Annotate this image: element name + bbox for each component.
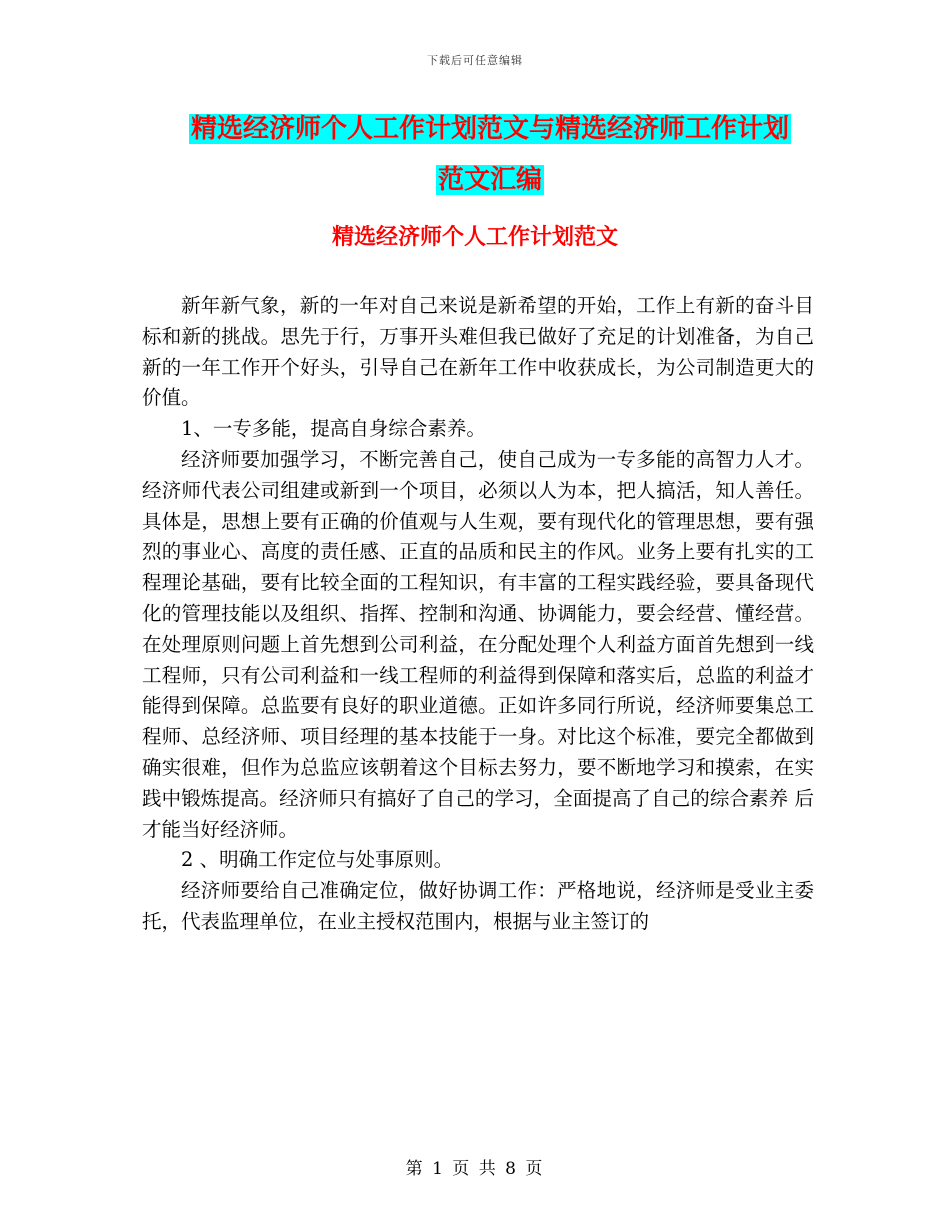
paragraph-body-2: 经济师要给自己准确定位，做好协调工作：严格地说，经济师是受业主委托，代表监理单位，在业主授权范围内，根据与业主签订的 xyxy=(142,879,814,933)
document-body xyxy=(142,291,814,938)
paragraph-heading-1: 1、一专多能，提高自身综合素养。 xyxy=(181,417,486,441)
section-title: 精选经济师个人工作计划范文 xyxy=(331,224,618,250)
paragraph-heading-2: 2 、明确工作定位与处事原则。 xyxy=(181,848,454,872)
header-note: 下载后可任意编辑 xyxy=(427,54,523,67)
document-title xyxy=(140,104,840,206)
paragraph-body-1: 经济师要加强学习，不断完善自己，使自己成为一专多能的高智力人才。经济师代表公司组建或新到一个项目，必须以人为本，把人搞活，知人善任。具体是，思想上要有正确的价值观与人生观，要有现代化的管理思想，要有强烈的事业心、高度的责任感、正直的品质和民主的作风。业务上要有扎实的工程理论基础，要有比较全面的工程知识，有丰富的工程实践经验，要具备现代化的管理技能以及组织、指挥、控制和沟通、协调能力，要会经营、懂经营。在处理原则问题上首先想到公司利益，在分配处理个人利益方面首先想到一线工程师，只有公司利益和一线工程师的利益得到保障和落实后，总监的利益才能得到保障。总监要有良好的职业道德。正如许多同行所说，经济师要集总工程师、总经济师、项目经理的基本技能于一身。对比这个标准，要完全都做到确实很难，但作为总监应该朝着这个目标去努力，要不断地学习和摸索，在实践中锻炼提高。经济师只有搞好了自己的学习，全面提高了自己的综合素养 后才能当好经济师。 xyxy=(142,447,814,841)
document-title-line-2: 范文汇编 xyxy=(437,165,542,195)
paragraph-intro: 新年新气象，新的一年对自己来说是新希望的开始，工作上有新的奋斗目标和新的挑战。思先于行，万事开头难但我已做好了充足的计划准备，为自己新的一年工作开个好头，引导自己在新年工作中收获成长，为公司制造更大的价值。 xyxy=(142,294,814,410)
page-number-footer: 第 1 页 共 8 页 xyxy=(405,1159,545,1179)
document-title-line-1: 精选经济师个人工作计划范文与精选经济师工作计划 xyxy=(190,114,789,144)
